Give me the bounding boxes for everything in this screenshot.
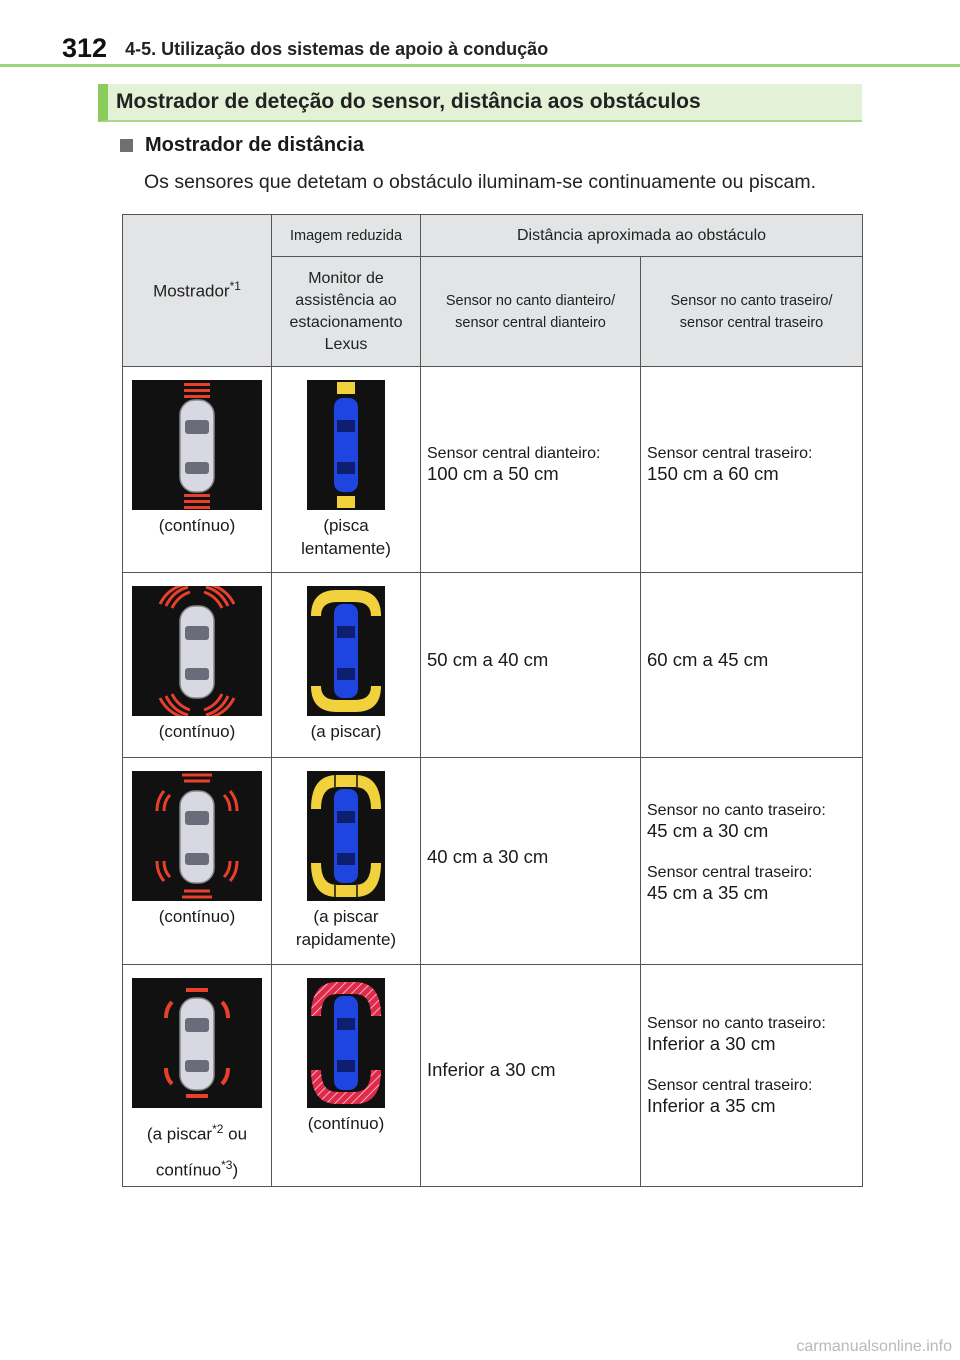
front-distance-value: 100 cm a 50 cm <box>427 463 559 484</box>
rear-distance-value: 60 cm a 45 cm <box>647 649 769 670</box>
display-caption-part: ou <box>223 1124 248 1144</box>
front-distance-cell <box>421 758 641 965</box>
reduced-cell <box>272 965 421 1187</box>
table-row <box>123 573 863 758</box>
reduced-image-red-closest <box>307 978 385 1108</box>
display-caption: (contínuo) <box>158 907 236 926</box>
display-caption-part: ) <box>232 1160 239 1180</box>
display-cell <box>123 965 272 1187</box>
front-distance-value: 40 cm a 30 cm <box>427 846 549 867</box>
reduced-image-yellow-mid <box>307 586 385 716</box>
watermark: carmanualsonline.info <box>796 1338 952 1355</box>
square-bullet-icon <box>120 139 133 152</box>
page-header <box>62 26 922 62</box>
header-display <box>123 215 272 367</box>
display-caption: (contínuo) <box>158 722 236 741</box>
display-cell <box>123 573 272 758</box>
rear-center-sensor-label: Sensor central traseiro: <box>647 1077 813 1094</box>
table-row <box>123 758 863 965</box>
rear-distance-cell <box>641 573 863 758</box>
header-front-sensor: Sensor no canto dianteiro/ sensor central dianteiro <box>421 257 641 367</box>
reduced-caption: (contínuo) <box>307 1114 385 1133</box>
rear-center-sensor-label: Sensor central traseiro: <box>647 864 813 881</box>
front-distance-cell <box>421 573 641 758</box>
rear-center-distance-value: Inferior a 35 cm <box>647 1095 776 1116</box>
front-sensor-label: Sensor central dianteiro: <box>427 445 601 462</box>
rear-sensor-label: Sensor central traseiro: <box>647 445 813 462</box>
display-cell <box>123 758 272 965</box>
display-caption-part: contínuo <box>155 1160 222 1180</box>
reduced-caption: (a piscar rapidamente) <box>295 907 397 949</box>
sensor-display-red-far-image <box>132 380 262 510</box>
header-reduced-image: Imagem reduzida <box>272 215 421 257</box>
display-caption <box>123 1114 271 1185</box>
footnote-marker: *3 <box>221 1157 233 1172</box>
rear-corner-distance-value: 45 cm a 30 cm <box>647 820 769 841</box>
rear-distance-cell <box>641 758 863 965</box>
page-number: 312 <box>62 33 108 63</box>
header-lexus-monitor: Monitor de assistência ao estacionamento Lexus <box>272 257 421 367</box>
reduced-cell <box>272 573 421 758</box>
distance-table <box>122 214 863 1187</box>
sensor-display-red-near-image <box>132 771 262 901</box>
table-row <box>123 965 863 1187</box>
reduced-caption: (pisca lentamente) <box>301 516 391 558</box>
header-rear-sensor: Sensor no canto traseiro/ sensor central traseiro <box>641 257 863 367</box>
front-distance-value: 50 cm a 40 cm <box>427 649 549 670</box>
rear-distance-value: 150 cm a 60 cm <box>647 463 779 484</box>
display-cell <box>123 367 272 573</box>
reduced-caption: (a piscar) <box>310 722 382 741</box>
front-distance-cell <box>421 367 641 573</box>
rear-corner-sensor-label: Sensor no canto traseiro: <box>647 802 826 819</box>
sensor-display-red-closest-image <box>132 978 262 1108</box>
front-distance-cell <box>421 965 641 1187</box>
reduced-cell <box>272 758 421 965</box>
display-caption-part: (a piscar <box>146 1124 213 1144</box>
rear-corner-sensor-label: Sensor no canto traseiro: <box>647 1015 826 1032</box>
subsection-title: Mostrador de distância <box>145 134 364 156</box>
rear-center-distance-value: 45 cm a 35 cm <box>647 882 769 903</box>
display-caption: (contínuo) <box>158 516 236 535</box>
table-row <box>123 367 863 573</box>
section-title: Mostrador de deteção do sensor, distância aos obstáculos <box>98 84 862 122</box>
intro-paragraph: Os sensores que detetam o obstáculo iluminam-se continuamente ou piscam. <box>144 171 817 193</box>
header-display-label: Mostrador <box>153 281 230 301</box>
sensor-display-red-mid-image <box>132 586 262 716</box>
header-approx-distance: Distância aproximada ao obstáculo <box>421 215 863 257</box>
rear-distance-cell <box>641 965 863 1187</box>
rear-corner-distance-value: Inferior a 30 cm <box>647 1033 776 1054</box>
reduced-image-yellow-far <box>307 380 385 510</box>
reduced-cell <box>272 367 421 573</box>
footnote-marker: *2 <box>212 1122 224 1136</box>
chapter-title: 4-5. Utilização dos sistemas de apoio à condução <box>125 39 549 59</box>
front-distance-value: Inferior a 30 cm <box>427 1059 556 1080</box>
footnote-marker: *1 <box>229 279 241 294</box>
header-divider <box>0 64 960 67</box>
subsection-heading <box>120 134 364 157</box>
reduced-image-yellow-near <box>307 771 385 901</box>
table-header-row <box>123 215 863 257</box>
rear-distance-cell <box>641 367 863 573</box>
